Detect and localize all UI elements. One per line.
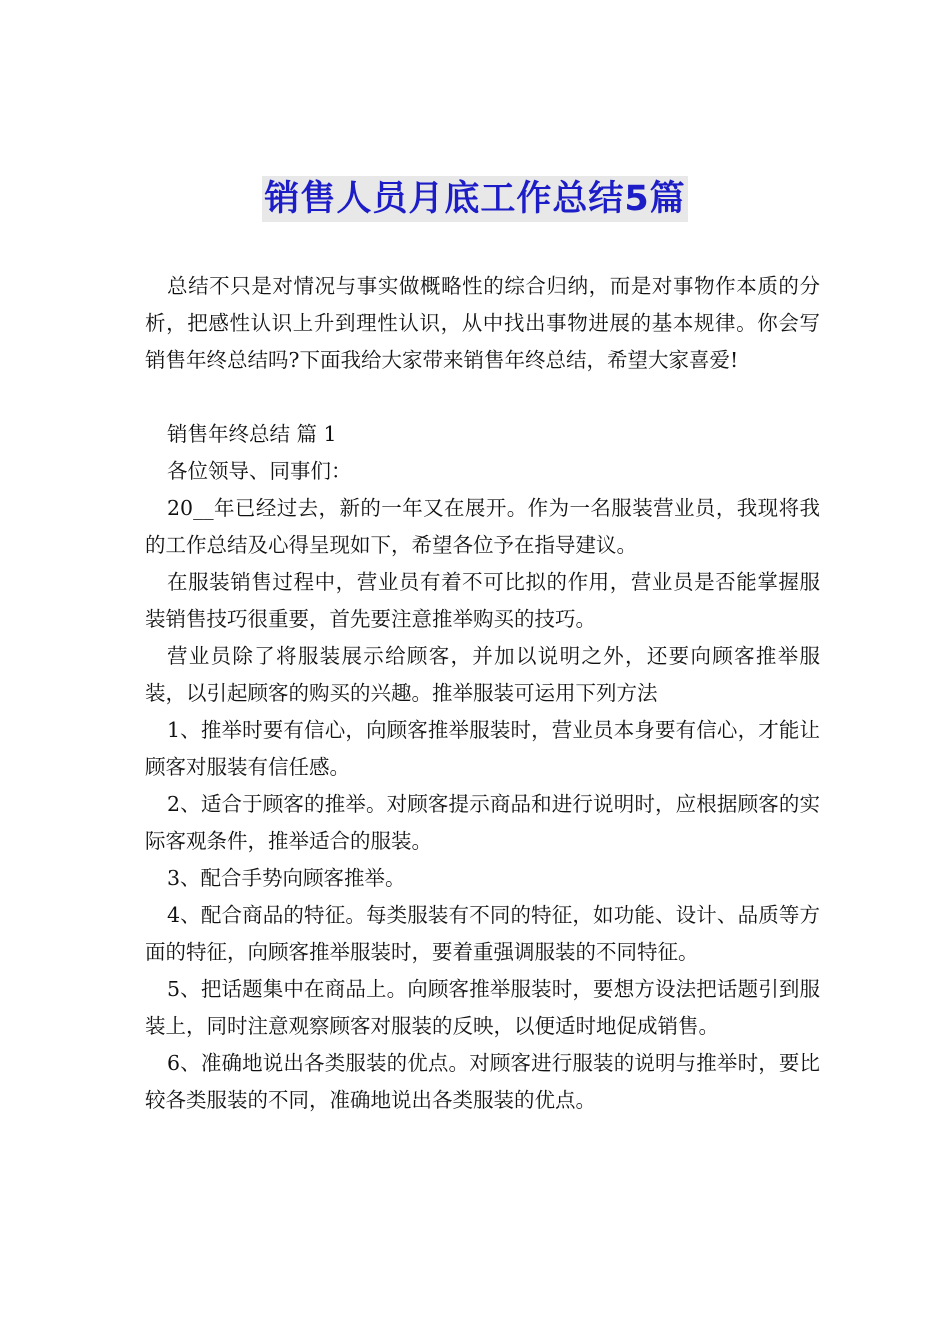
title-container (0, 176, 950, 222)
body-paragraph: 20__年已经过去，新的一年又在展开。作为一名服装营业员，我现将我的工作总结及心得呈现如下，希望各位予在指导建议。 (145, 496, 820, 557)
body-paragraph: 在服装销售过程中，营业员有着不可比拟的作用，营业员是否能掌握服装销售技巧很重要，首先要注意推举购买的技巧。 (145, 570, 820, 631)
list-item: 2、适合于顾客的推举。对顾客提示商品和进行说明时，应根据顾客的实际客观条件，推举适合的服装。 (145, 792, 820, 853)
body-paragraph: 营业员除了将服装展示给顾客，并加以说明之外，还要向顾客推举服装，以引起顾客的购买的兴趣。推举服装可运用下列方法 (145, 644, 820, 705)
document-body (145, 268, 820, 1119)
section-heading: 销售年终总结 篇 1 (167, 422, 337, 446)
list-item: 5、把话题集中在商品上。向顾客推举服装时，要想方设法把话题引到服装上，同时注意观察顾客对服装的反映，以便适时地促成销售。 (145, 977, 820, 1038)
document-title: 销售人员月底工作总结5篇 (262, 176, 687, 222)
intro-paragraph: 总结不只是对情况与事实做概略性的综合归纳，而是对事物作本质的分析，把感性认识上升到理性认识，从中找出事物进展的基本规律。你会写销售年终总结吗?下面我给大家带来销售年终总结，希望大家喜爱! (145, 274, 820, 372)
list-item: 1、推举时要有信心，向顾客推举服装时，营业员本身要有信心，才能让顾客对服装有信任感。 (145, 718, 820, 779)
list-item: 3、配合手势向顾客推举。 (167, 866, 406, 890)
list-item: 6、准确地说出各类服装的优点。对顾客进行服装的说明与推举时，要比较各类服装的不同，准确地说出各类服装的优点。 (145, 1051, 820, 1112)
list-item: 4、配合商品的特征。每类服装有不同的特征，如功能、设计、品质等方面的特征，向顾客推举服装时，要着重强调服装的不同特征。 (145, 903, 820, 964)
salutation: 各位领导、同事们： (167, 459, 352, 483)
